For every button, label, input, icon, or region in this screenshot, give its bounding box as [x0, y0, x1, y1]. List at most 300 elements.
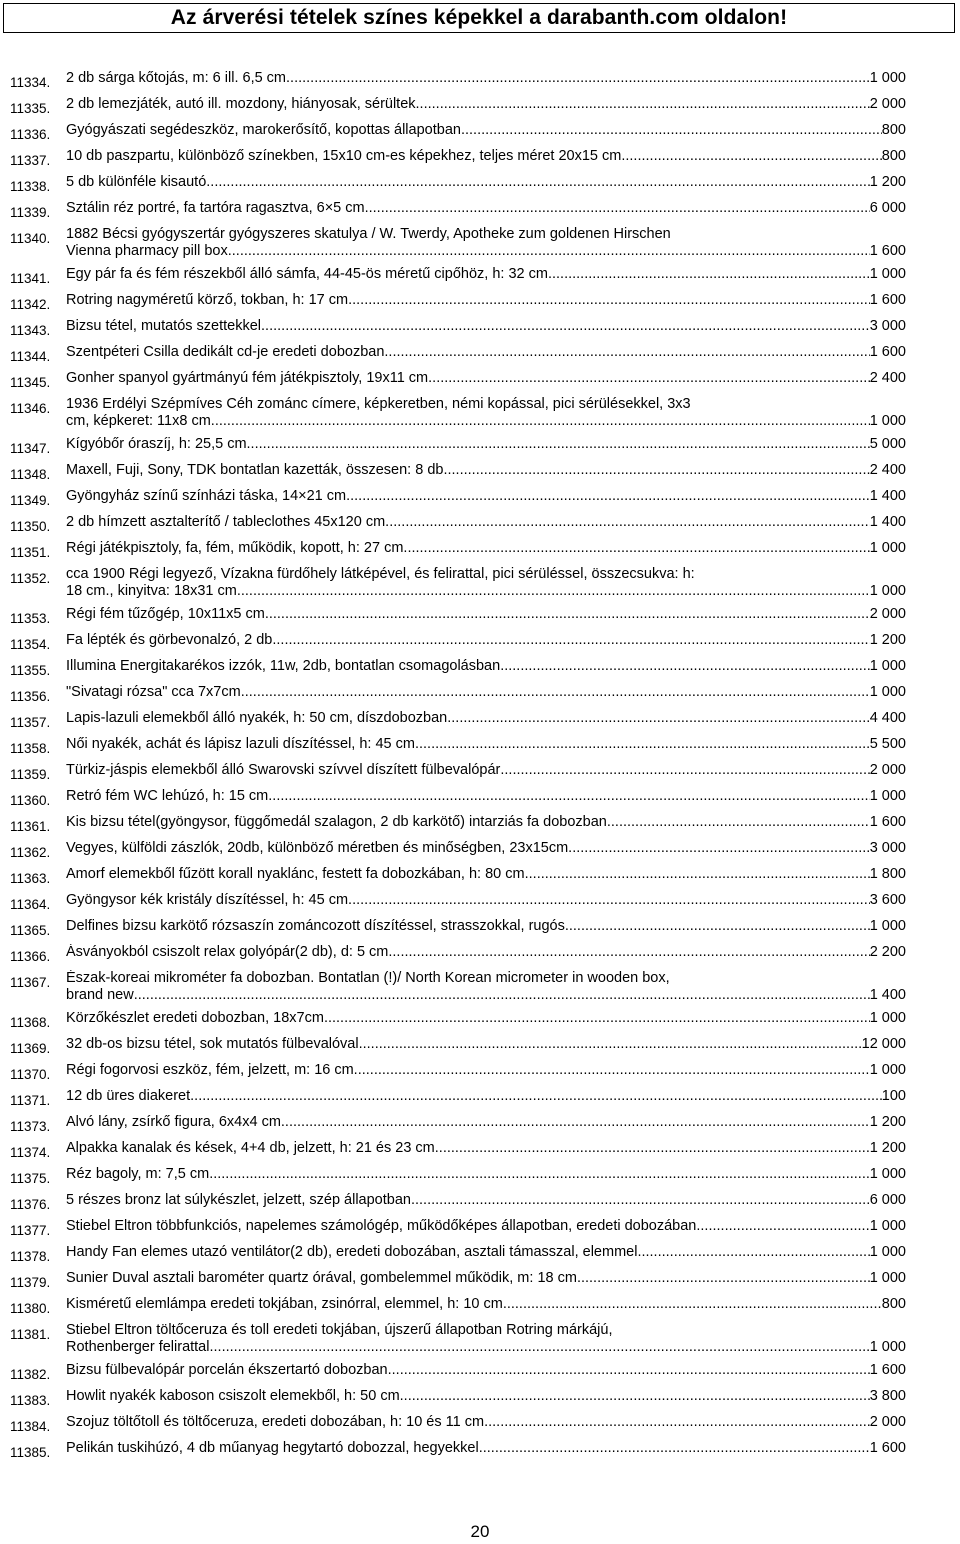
dot-leader	[565, 918, 870, 935]
dot-leader	[134, 987, 870, 1004]
lot-description: Sztálin réz portré, fa tartóra ragasztva, 6×5 cm	[66, 200, 365, 216]
lot-number: 11355.	[10, 663, 51, 678]
lot-description: Maxell, Fuji, Sony, TDK bontatlan kazetták, összesen: 8 db	[66, 462, 444, 478]
lot-body	[66, 736, 906, 753]
lot-number: 11353.	[10, 611, 51, 626]
lot-item	[0, 1166, 960, 1186]
lot-description: Delfines bizsu karkötő rózsaszín zománcozott díszítéssel, strasszokkal, rugós	[66, 918, 565, 934]
lot-description: Howlit nyakék kaboson csiszolt elemekből, h: 50 cm	[66, 1388, 400, 1404]
lot-description-line	[66, 814, 906, 831]
lot-body	[66, 1088, 906, 1105]
lot-starting-price: 1 000	[869, 1339, 906, 1355]
lot-item	[0, 970, 960, 1004]
lot-description-line	[66, 892, 906, 909]
lot-item	[0, 1244, 960, 1264]
lot-item	[0, 148, 960, 168]
lot-description-line	[66, 1218, 906, 1235]
lot-description-line	[66, 318, 906, 335]
lot-number: 11340.	[10, 231, 51, 246]
lot-description-line	[66, 710, 906, 727]
dot-leader	[637, 1244, 869, 1261]
lot-number: 11383.	[10, 1393, 51, 1408]
dot-leader	[348, 292, 870, 309]
lot-body	[66, 462, 906, 479]
lot-item	[0, 1062, 960, 1082]
lot-starting-price: 1 600	[869, 243, 906, 259]
lot-description-line	[66, 243, 906, 260]
lot-item	[0, 318, 960, 338]
lot-starting-price: 1 400	[869, 514, 906, 530]
lot-item	[0, 710, 960, 730]
lot-description-line	[66, 488, 906, 505]
dot-leader	[577, 1270, 870, 1287]
page-number: 20	[470, 1522, 490, 1541]
lot-number: 11369.	[10, 1041, 51, 1056]
dot-leader	[247, 436, 870, 453]
lot-body	[66, 174, 906, 191]
lot-description-line	[66, 762, 906, 779]
dot-leader	[388, 944, 869, 961]
lot-item	[0, 122, 960, 142]
dot-leader	[324, 1010, 870, 1027]
lot-number: 11366.	[10, 949, 51, 964]
lot-description: 32 db-os bizsu tétel, sok mutatós fülbevalóval	[66, 1036, 359, 1052]
dot-leader	[209, 1339, 869, 1356]
lot-item	[0, 266, 960, 286]
lot-description-line	[66, 70, 906, 87]
dot-leader	[568, 840, 870, 857]
dot-leader	[621, 148, 881, 165]
lot-description-line	[66, 1088, 906, 1105]
lot-starting-price: 2 000	[869, 1414, 906, 1430]
lot-description: Rotring nagyméretű körző, tokban, h: 17 cm	[66, 292, 349, 308]
lot-item	[0, 814, 960, 834]
lot-body	[66, 1414, 906, 1431]
lot-starting-price: 1 600	[869, 292, 906, 308]
lot-item	[0, 1322, 960, 1356]
lot-item	[0, 462, 960, 482]
lot-description-line	[66, 1388, 906, 1405]
dot-leader	[484, 1414, 870, 1431]
lot-number: 11382.	[10, 1367, 51, 1382]
dot-leader	[548, 266, 870, 283]
lot-starting-price: 1 000	[869, 788, 906, 804]
lot-number: 11338.	[10, 179, 51, 194]
dot-leader	[265, 606, 870, 623]
lot-number: 11360.	[10, 793, 51, 808]
lot-item	[0, 70, 960, 90]
lot-body	[66, 970, 906, 1004]
lot-body	[66, 1114, 906, 1131]
lot-description: Illumina Energitakarékos izzók, 11w, 2db, bontatlan csomagolásban	[66, 658, 501, 674]
lot-item	[0, 840, 960, 860]
lot-number: 11350.	[10, 519, 51, 534]
lot-description-line	[66, 1296, 906, 1313]
lot-number: 11379.	[10, 1275, 51, 1290]
lot-item	[0, 1388, 960, 1408]
lot-item	[0, 540, 960, 560]
dot-leader	[416, 96, 870, 113]
lot-description-line	[66, 658, 906, 675]
lot-body	[66, 1270, 906, 1287]
lot-description: Női nyakék, achát és lápisz lazuli díszítéssel, h: 45 cm	[66, 736, 415, 752]
lot-body	[66, 684, 906, 701]
dot-leader	[241, 583, 870, 600]
lot-item	[0, 1296, 960, 1316]
lot-item	[0, 1218, 960, 1238]
lot-starting-price: 2 000	[869, 96, 906, 112]
lot-description-line	[66, 632, 906, 649]
lot-starting-price: 2 400	[869, 370, 906, 386]
lot-description-line	[66, 1440, 906, 1457]
dot-leader	[215, 413, 870, 430]
dot-leader	[281, 1114, 870, 1131]
lot-item	[0, 736, 960, 756]
lot-starting-price: 1 000	[869, 540, 906, 556]
lot-number: 11335.	[10, 101, 51, 116]
lot-starting-price: 4 400	[869, 710, 906, 726]
lot-description: Szojuz töltőtoll és töltőceruza, eredeti dobozában, h: 10 és 11 cm	[66, 1414, 485, 1430]
dot-leader	[365, 200, 870, 217]
lot-description: Szentpéteri Csilla dedikált cd-je eredeti dobozban	[66, 344, 385, 360]
lot-number: 11370.	[10, 1067, 51, 1082]
lot-description-line	[66, 1140, 906, 1157]
lot-description-line	[66, 96, 906, 113]
lot-starting-price: 2 400	[869, 462, 906, 478]
lot-starting-price: 1 200	[869, 174, 906, 190]
lot-starting-price: 1 000	[869, 70, 906, 86]
lot-starting-price: 800	[881, 148, 906, 164]
lot-item	[0, 788, 960, 808]
lot-description-line	[66, 1270, 906, 1287]
lot-starting-price: 1 200	[869, 632, 906, 648]
lot-description: Kisméretű elemlámpa eredeti tokjában, zsinórral, elemmel, h: 10 cm	[66, 1296, 503, 1312]
lot-description-line	[66, 944, 906, 961]
dot-leader	[428, 370, 870, 387]
lot-number: 11349.	[10, 493, 51, 508]
lot-description: Kis bizsu tétel(gyöngysor, függőmedál szalagon, 2 db karkötő) intarziás fa dobozban	[66, 814, 607, 830]
lot-number: 11371.	[10, 1093, 51, 1108]
dot-leader	[359, 1036, 862, 1053]
lot-item	[0, 866, 960, 886]
lot-starting-price: 6 000	[869, 200, 906, 216]
lot-number: 11364.	[10, 897, 51, 912]
lot-body	[66, 1062, 906, 1079]
lot-description-line	[66, 174, 906, 191]
lot-body	[66, 892, 906, 909]
lot-item	[0, 1088, 960, 1108]
lot-description: Rothenberger felirattal	[66, 1339, 210, 1355]
dot-leader	[479, 1440, 870, 1457]
lot-body	[66, 1036, 906, 1053]
lot-description: 12 db üres diakeret	[66, 1088, 191, 1104]
lot-body	[66, 1166, 906, 1183]
lot-item	[0, 200, 960, 220]
lot-description-line	[66, 396, 906, 413]
lot-description-line	[66, 1062, 906, 1079]
lot-body	[66, 1296, 906, 1313]
dot-leader	[447, 710, 869, 727]
lot-body	[66, 96, 906, 113]
lot-body	[66, 1010, 906, 1027]
lot-description-line	[66, 566, 906, 583]
lot-item	[0, 918, 960, 938]
lot-starting-price: 1 000	[869, 1244, 906, 1260]
lot-description-line	[66, 200, 906, 217]
lot-number: 11339.	[10, 205, 51, 220]
lot-body	[66, 658, 906, 675]
dot-leader	[500, 762, 869, 779]
lot-description-line	[66, 684, 906, 701]
lot-starting-price: 1 600	[869, 1362, 906, 1378]
dot-leader	[400, 1388, 870, 1405]
lot-starting-price: 1 000	[869, 266, 906, 282]
lot-description-line	[66, 514, 906, 531]
lot-body	[66, 540, 906, 557]
lot-starting-price: 1 000	[869, 684, 906, 700]
lot-description: Vegyes, külföldi zászlók, 20db, különböző méretben és minőségben, 23x15cm	[66, 840, 569, 856]
lot-description: 5 db különféle kisautó	[66, 174, 207, 190]
lot-description: Körzőkészlet eredeti dobozban, 18x7cm	[66, 1010, 324, 1026]
dot-leader	[500, 658, 870, 675]
lot-description-line	[66, 918, 906, 935]
lot-item	[0, 684, 960, 704]
dot-leader	[358, 1062, 870, 1079]
lot-body	[66, 814, 906, 831]
lot-number: 11368.	[10, 1015, 51, 1030]
lot-starting-price: 800	[881, 1296, 906, 1312]
lot-starting-price: 1 000	[869, 1218, 906, 1234]
lot-starting-price: 2 000	[869, 762, 906, 778]
lot-starting-price: 800	[881, 122, 906, 138]
lot-description: Retró fém WC lehúzó, h: 15 cm	[66, 788, 269, 804]
lot-description: Gyöngysor kék kristály díszítéssel, h: 45 cm	[66, 892, 349, 908]
lot-number: 11336.	[10, 127, 51, 142]
lot-item	[0, 566, 960, 600]
lot-body	[66, 370, 906, 387]
lot-starting-price: 3 800	[869, 1388, 906, 1404]
lot-item	[0, 762, 960, 782]
lot-number: 11361.	[10, 819, 51, 834]
lot-body	[66, 200, 906, 217]
lot-description-line	[66, 970, 906, 987]
lot-body	[66, 606, 906, 623]
lot-description: Türkiz-jáspis elemekből álló Swarovski szívvel díszített fülbevalópár	[66, 762, 501, 778]
lot-number: 11344.	[10, 349, 51, 364]
lot-description-line	[66, 1244, 906, 1261]
lot-number: 11342.	[10, 297, 51, 312]
lot-description: 1936 Erdélyi Szépmíves Céh zománc címere, képkeretben, némi kopással, pici sérülésekkel, 3x3	[66, 396, 691, 412]
lot-description: Alpakka kanalak és kések, 4+4 db, jelzett, h: 21 és 23 cm	[66, 1140, 435, 1156]
dot-leader	[525, 866, 870, 883]
lot-number: 11348.	[10, 467, 51, 482]
lot-description-line	[66, 122, 906, 139]
lot-item	[0, 344, 960, 364]
lot-starting-price: 5 500	[869, 736, 906, 752]
lot-body	[66, 488, 906, 505]
lot-item	[0, 1192, 960, 1212]
lot-item	[0, 436, 960, 456]
lot-number: 11346.	[10, 401, 51, 416]
lot-body	[66, 1440, 906, 1457]
lot-description-line	[66, 606, 906, 623]
lot-description-line	[66, 1166, 906, 1183]
dot-leader	[384, 344, 869, 361]
lot-list	[0, 70, 960, 1466]
lot-item	[0, 1140, 960, 1160]
lot-description-line	[66, 1036, 906, 1053]
lot-starting-price: 1 000	[869, 658, 906, 674]
dot-leader	[272, 632, 869, 649]
lot-description: Réz bagoly, m: 7,5 cm	[66, 1166, 210, 1182]
dot-leader	[407, 540, 869, 557]
lot-description: 2 db lemezjáték, autó ill. mozdony, hiányosak, sérültek	[66, 96, 416, 112]
dot-leader	[209, 1166, 870, 1183]
lot-description: 1882 Bécsi gyógyszertár gyógyszeres skatulya / W. Twerdy, Apotheke zum goldenen Hirschen	[66, 226, 671, 242]
lot-number: 11367.	[10, 975, 51, 990]
lot-description: Régi fém tűzőgép, 10x11x5 cm	[66, 606, 265, 622]
lot-body	[66, 1322, 906, 1356]
lot-description-line	[66, 1362, 906, 1379]
lot-description: Gyöngyház színű színházi táska, 14×21 cm	[66, 488, 347, 504]
lot-description-line	[66, 370, 906, 387]
lot-number: 11345.	[10, 375, 51, 390]
lot-item	[0, 606, 960, 626]
lot-description: Handy Fan elemes utazó ventilátor(2 db), eredeti dobozában, asztali támasszal, elemmel	[66, 1244, 638, 1260]
lot-body	[66, 344, 906, 361]
lot-starting-price: 1 600	[869, 814, 906, 830]
lot-description: 18 cm., kinyitva: 18x31 cm.	[66, 583, 241, 599]
lot-starting-price: 1 000	[869, 583, 906, 599]
lot-description: Pelikán tuskihúzó, 4 db műanyag hegytartó dobozzal, hegyekkel	[66, 1440, 479, 1456]
lot-description: 2 db hímzett asztalterítő / tableclothes 45x120 cm	[66, 514, 386, 530]
lot-number: 11357.	[10, 715, 51, 730]
lot-body	[66, 1140, 906, 1157]
lot-description: Egy pár fa és fém részekből álló sámfa, 44-45-ös méretű cipőhöz, h: 32 cm	[66, 266, 548, 282]
lot-body	[66, 710, 906, 727]
lot-description: Vienna pharmacy pill box	[66, 243, 228, 259]
lot-number: 11356.	[10, 689, 51, 704]
lot-body	[66, 1362, 906, 1379]
lot-body	[66, 70, 906, 87]
lot-item	[0, 658, 960, 678]
lot-number: 11341.	[10, 271, 51, 286]
dot-leader	[503, 1296, 882, 1313]
lot-description-line	[66, 788, 906, 805]
lot-item	[0, 514, 960, 534]
lot-starting-price: 12 000	[861, 1036, 906, 1052]
lot-body	[66, 866, 906, 883]
lot-description: Alvó lány, zsírkő figura, 6x4x4 cm	[66, 1114, 281, 1130]
lot-starting-price: 6 000	[869, 1192, 906, 1208]
lot-starting-price: 1 000	[869, 1166, 906, 1182]
lot-starting-price: 1 400	[869, 987, 906, 1003]
lot-body	[66, 266, 906, 283]
dot-leader	[607, 814, 870, 831]
lot-body	[66, 122, 906, 139]
lot-number: 11373.	[10, 1119, 51, 1134]
dot-leader	[411, 1192, 870, 1209]
lot-body	[66, 1244, 906, 1261]
lot-item	[0, 96, 960, 116]
lot-description-line	[66, 226, 906, 243]
lot-item	[0, 396, 960, 430]
lot-number: 11385.	[10, 1445, 51, 1460]
lot-description: 2 db sárga kőtojás, m: 6 ill. 6,5 cm	[66, 70, 287, 86]
lot-body	[66, 514, 906, 531]
lot-description-line	[66, 436, 906, 453]
dot-leader	[206, 174, 869, 191]
lot-number: 11378.	[10, 1249, 51, 1264]
lot-starting-price: 1 600	[869, 1440, 906, 1456]
dot-leader	[346, 488, 870, 505]
lot-starting-price: 1 000	[869, 1062, 906, 1078]
lot-starting-price: 3 000	[869, 318, 906, 334]
dot-leader	[415, 736, 870, 753]
lot-description-line	[66, 292, 906, 309]
lot-number: 11359.	[10, 767, 51, 782]
lot-starting-price: 1 800	[869, 866, 906, 882]
lot-description: Stiebel Eltron többfunkciós, napelemes számológép, működőképes állapotban, eredeti dobozában	[66, 1218, 697, 1234]
lot-starting-price: 3 600	[869, 892, 906, 908]
lot-item	[0, 370, 960, 390]
lot-body	[66, 788, 906, 805]
lot-item	[0, 1414, 960, 1434]
lot-item	[0, 944, 960, 964]
lot-item	[0, 292, 960, 312]
lot-starting-price: 1 000	[869, 1010, 906, 1026]
lot-body	[66, 918, 906, 935]
lot-starting-price: 2 000	[869, 606, 906, 622]
dot-leader	[465, 122, 882, 139]
lot-number: 11380.	[10, 1301, 51, 1316]
lot-body	[66, 318, 906, 335]
lot-number: 11384.	[10, 1419, 51, 1434]
lot-description-line	[66, 987, 906, 1004]
lot-number: 11365.	[10, 923, 51, 938]
lot-item	[0, 1362, 960, 1382]
lot-number: 11377.	[10, 1223, 51, 1238]
lot-body	[66, 1388, 906, 1405]
lot-body	[66, 762, 906, 779]
dot-leader	[696, 1218, 869, 1235]
lot-number: 11351.	[10, 545, 51, 560]
lot-item	[0, 488, 960, 508]
dot-leader	[388, 1362, 870, 1379]
lot-description: Észak-koreai mikrométer fa dobozban. Bontatlan (!)/ North Korean micrometer in wooden box,	[66, 970, 670, 986]
lot-description-line	[66, 1010, 906, 1027]
lot-item	[0, 174, 960, 194]
lot-description-line	[66, 462, 906, 479]
lot-item	[0, 632, 960, 652]
lot-description-line	[66, 866, 906, 883]
lot-body	[66, 292, 906, 309]
lot-description-line	[66, 148, 906, 165]
lot-description: Ásványokból csiszolt relax golyópár(2 db), d: 5 cm	[66, 944, 389, 960]
lot-starting-price: 1 200	[869, 1140, 906, 1156]
dot-leader	[435, 1140, 870, 1157]
lot-number: 11334.	[10, 75, 51, 90]
lot-item	[0, 1440, 960, 1460]
lot-starting-price: 1 000	[869, 918, 906, 934]
lot-description: Bizsu tétel, mutatós szettekkel	[66, 318, 262, 334]
lot-item	[0, 1114, 960, 1134]
lot-starting-price: 1 200	[869, 1114, 906, 1130]
lot-description: Régi játékpisztoly, fa, fém, működik, kopott, h: 27 cm.	[66, 540, 408, 556]
lot-item	[0, 892, 960, 912]
lot-number: 11363.	[10, 871, 51, 886]
lot-starting-price: 1 000	[869, 1270, 906, 1286]
